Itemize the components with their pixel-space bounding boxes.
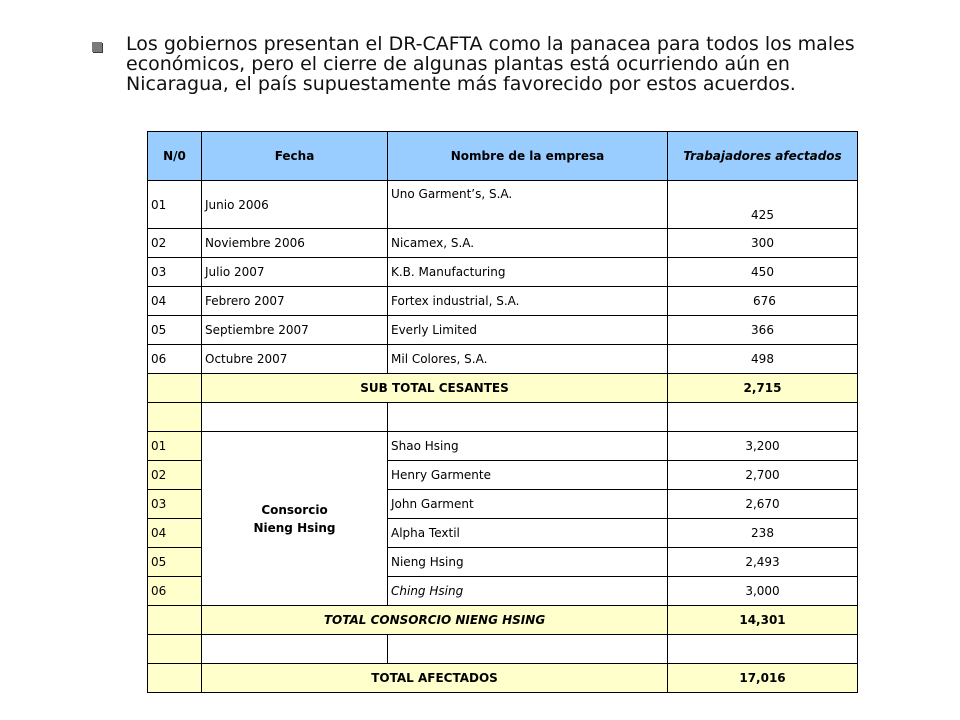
cell-n: 02 — [148, 461, 202, 490]
cell-trabajadores: 425 — [668, 181, 858, 229]
consorcio-row — [148, 432, 858, 461]
header-empresa: Nombre de la empresa — [388, 132, 668, 181]
cell-n: 03 — [148, 258, 202, 287]
grand-total-row — [148, 664, 858, 693]
cell-trabajadores: 498 — [668, 345, 858, 374]
cell-fecha: Junio 2006 — [202, 181, 388, 229]
empty-cell — [202, 403, 388, 432]
cell-n: 06 — [148, 345, 202, 374]
cell-empresa: K.B. Manufacturing — [388, 258, 668, 287]
consorcio-total-label: TOTAL CONSORCIO NIENG HSING — [202, 606, 668, 635]
cell-empresa: Shao Hsing — [388, 432, 668, 461]
consorcio-name-text: Consorcio Nieng Hsing — [253, 502, 336, 535]
cell-n: 06 — [148, 577, 202, 606]
subtotal-value: 2,715 — [668, 374, 858, 403]
header-trabajadores: Trabajadores afectados — [668, 132, 858, 181]
empty-cell — [388, 403, 668, 432]
cell-empresa: John Garment — [388, 490, 668, 519]
table-row — [148, 258, 858, 287]
subtotal-row — [148, 374, 858, 403]
cell-trabajadores: 3,200 — [668, 432, 858, 461]
cesantes-table — [147, 131, 858, 693]
consorcio-name — [202, 432, 388, 606]
spacer-row — [148, 403, 858, 432]
empty-cell — [148, 606, 202, 635]
cell-trabajadores: 2,700 — [668, 461, 858, 490]
cell-trabajadores: 2,493 — [668, 548, 858, 577]
table-row — [148, 181, 858, 229]
cell-empresa: Everly Limited — [388, 316, 668, 345]
cell-trabajadores: 238 — [668, 519, 858, 548]
table-row — [148, 287, 858, 316]
header-n: N/0 — [148, 132, 202, 181]
cell-trabajadores: 676 — [668, 287, 858, 316]
empty-cell — [148, 664, 202, 693]
empty-cell — [668, 635, 858, 664]
cell-fecha: Octubre 2007 — [202, 345, 388, 374]
cell-empresa: Uno Garment’s, S.A. — [388, 181, 668, 229]
empty-cell — [668, 403, 858, 432]
table-row — [148, 229, 858, 258]
cell-n: 04 — [148, 519, 202, 548]
cell-empresa: Nicamex, S.A. — [388, 229, 668, 258]
cell-empresa: Ching Hsing — [388, 577, 668, 606]
subtotal-label: SUB TOTAL CESANTES — [202, 374, 668, 403]
cell-fecha: Septiembre 2007 — [202, 316, 388, 345]
cell-n: 04 — [148, 287, 202, 316]
bullet-text: Los gobiernos presentan el DR-CAFTA como la panacea para todos los males económicos, pero el cierre de algunas plantas está ocurriendo aún en Nicaragua, el país supuestamente más favorecido por estos acuerdos. — [126, 33, 855, 95]
consorcio-total-row — [148, 606, 858, 635]
cell-trabajadores: 450 — [668, 258, 858, 287]
cell-trabajadores: 366 — [668, 316, 858, 345]
empty-cell — [148, 635, 202, 664]
header-fecha: Fecha — [202, 132, 388, 181]
cell-empresa: Nieng Hsing — [388, 548, 668, 577]
table-row — [148, 316, 858, 345]
cell-empresa: Henry Garmente — [388, 461, 668, 490]
cell-fecha: Febrero 2007 — [202, 287, 388, 316]
cell-fecha: Noviembre 2006 — [202, 229, 388, 258]
cell-n: 01 — [148, 181, 202, 229]
grand-total-label: TOTAL AFECTADOS — [202, 664, 668, 693]
cell-empresa: Fortex industrial, S.A. — [388, 287, 668, 316]
table-row — [148, 345, 858, 374]
cell-n: 03 — [148, 490, 202, 519]
cell-fecha: Julio 2007 — [202, 258, 388, 287]
consorcio-total-value: 14,301 — [668, 606, 858, 635]
spacer-row — [148, 635, 858, 664]
cell-trabajadores: 3,000 — [668, 577, 858, 606]
cell-n: 05 — [148, 548, 202, 577]
cell-empresa: Alpha Textil — [388, 519, 668, 548]
cell-n: 05 — [148, 316, 202, 345]
square-bullet-icon — [92, 42, 102, 52]
empty-cell — [148, 374, 202, 403]
cell-n: 02 — [148, 229, 202, 258]
empty-cell — [388, 635, 668, 664]
cell-trabajadores: 2,670 — [668, 490, 858, 519]
cell-trabajadores: 300 — [668, 229, 858, 258]
cell-n: 01 — [148, 432, 202, 461]
bullet-point — [92, 34, 892, 94]
empty-cell — [202, 635, 388, 664]
empty-cell — [148, 403, 202, 432]
header-row — [148, 132, 858, 181]
cell-empresa: Mil Colores, S.A. — [388, 345, 668, 374]
grand-total-value: 17,016 — [668, 664, 858, 693]
